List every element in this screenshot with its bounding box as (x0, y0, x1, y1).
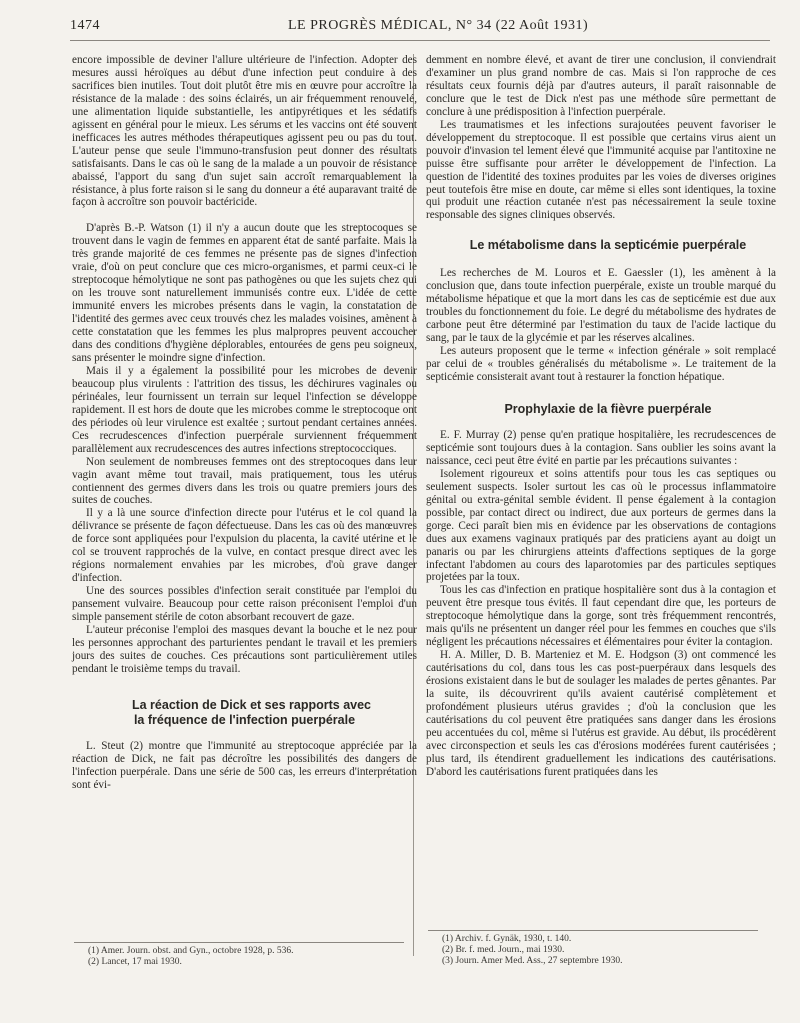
paragraph: Les auteurs proposent que le terme « infection générale » soit remplacé par celui de « troubles généralisés du métabolisme ». Le traitement de la septicémie consisterait avant tout à restaurer la fonction hépatique. (426, 345, 776, 384)
paragraph: Isolement rigoureux et soins attentifs pour tous les cas septiques ou seulement suspects. Isoler surtout les cas où le processus inflammatoire génital ou extra-génital semble évident. Il pense également à la contagion possible, par contact direct ou indirect, due aux porteurs de germes dans la gorge. Ceci paraît bien mis en évidence par les observations de contagions dues aux examens vaginaux pratiqués par des praticiens ayant au doigt un panaris ou par les chirurgiens atteints d'affections septiques de la gorge infectant l'abdomen au cours des laparotomies par des particules septiques projetées par la toux. (426, 467, 776, 584)
section-title-dick (72, 698, 417, 728)
left-column (72, 54, 417, 792)
footnote: (2) Br. f. med. Journ., mai 1930. (442, 945, 565, 955)
left-footnotes (74, 942, 404, 968)
paragraph: Non seulement de nombreuses femmes ont des streptocoques dans leur vagin avant même tout travail, mais pratiquement, tous les utérus contiennent des germes divers dans les trois ou quatre premiers jours des suites de couches. (72, 455, 417, 507)
right-footnotes (428, 930, 758, 967)
section-title-metabolisme: Le métabolisme dans la septicémie puerpérale (469, 238, 747, 253)
paragraph: L. Steut (2) montre que l'immunité au streptocoque appréciée par la réaction de Dick, ne fait pas décroître les possibilités des dangers de l'infection puerpérale. Dans une série de 500 cas, les erreurs d'interprétation sont évi- (72, 739, 417, 791)
paragraph: encore impossible de deviner l'allure ultérieure de l'infection. Adopter des mesures aussi héroïques au début d'une infection peut conduire à des sacrifices bien inutiles. Tout doit plutôt être mis en œuvre pour accroître la résistance de la malade : des soins éclairés, un air fréquemment renouvelé, une alimentation liquide substantielle, les antipyrétiques et les sédatifs agissent en général pour le mieux. Les sérums et les vaccins ont été souvent inefficaces les autres méthodes thérapeutiques agissent peu ou pas du tout. L'auteur pense que seule l'immuno-transfusion peut donner des résultats satisfaisants. Dans le cas où le sang de la malade a un pouvoir de résistance abaissé, l'apport du sang d'un sujet sain accroît remarquablement la résistance, à plus forte raison si le sang du donneur a été auparavant traité de façon à accroître son pouvoir bactéricide. (72, 54, 417, 209)
page-number: 1474 (70, 18, 100, 33)
journal-title: LE PROGRÈS MÉDICAL, N° 34 (22 Août 1931) (288, 18, 589, 33)
paragraph: Une des sources possibles d'infection serait constituée par l'emploi du pansement vulvaire. Beaucoup pour cette raison préconisent l'emploi d'un simple pansement stérile de coton absorbant recouvert de gaze. (72, 585, 417, 624)
footnote: (2) Lancet, 17 mai 1930. (88, 957, 182, 967)
paragraph: L'auteur préconise l'emploi des masques devant la bouche et le nez pour les personnes approchant des parturientes pendant le travail et les premiers jours des suites de couches. Ces précautions sont particulièrement utiles pendant le troisième temps du travail. (72, 623, 417, 675)
paragraph: Mais il y a également la possibilité pour les microbes de devenir beaucoup plus virulents : l'attrition des tissus, les déchirures vaginales ou périnéales, leur fournissent un terrain sur lequel l'infection se développe rapidement. Il est hors de doute que les microbes comme le streptocoque ont des périodes où leur virulence est exaltée ; surtout pendant certaines années. Ces recrudescences d'infection puerpérale surviennent fréquemment parallèlement aux recrudescences des autres infections streptococciques. (72, 364, 417, 455)
section-title-prophylaxie: Prophylaxie de la fièvre puerpérale (504, 401, 712, 416)
footnote: (3) Journ. Amer Med. Ass., 27 septembre 1930. (442, 956, 623, 966)
paragraph: E. F. Murray (2) pense qu'en pratique hospitalière, les recrudescences de septicémie sont toujours dues à la contagion. Sans oublier les soins avant la naissance, ceci peut être évité en partie par les précautions suivantes : (426, 428, 776, 467)
paragraph: Tous les cas d'infection en pratique hospitalière sont dus à la contagion et peuvent être presque tous évités. Il faut cependant dire que, les porteurs de streptocoque hémolytique dans la gorge, sont très fréquemment rencontrés, mais qu'ils ne présentent un danger réel pour les femmes en couches que s'ils négligent les précautions nécessaires et élémentaires pour éviter la contagion. (426, 584, 776, 649)
footnote: (1) Archiv. f. Gynäk, 1930, t. 140. (442, 934, 572, 944)
page-header (70, 16, 770, 41)
right-column (426, 54, 776, 779)
footnote: (1) Amer. Journ. obst. and Gyn., octobre 1928, p. 536. (88, 946, 294, 956)
paragraph: H. A. Miller, D. B. Marteniez et M. E. Hodgson (3) ont commencé les cautérisations du col, dans tous les cas post-puerpéraux dans lesquels des érosions existaient dans le but de soulager les malades de pertes gênantes. Par la suite, ils découvrirent qu'ils avaient cautérisé complètement et profondément plusieurs utérus gravides ; d'où la conclusion que les cautérisations du col peuvent être pratiquées sans danger dans les érosions peu accentuées du col, même si l'utérus est gravide. Au début, ils procédèrent avec circonspection et seuls les cas d'érosions modérées furent cautérisées ; plus tard, ils étendirent graduellement les indications des cautérisations. D'abord les cautérisations furent pratiquées dans les (426, 649, 776, 778)
paragraph: Les traumatismes et les infections surajoutées peuvent favoriser le développement du streptocoque. Il est possible que certains virus aient un pouvoir d'invasion tel lement élevé que l'immunité acquise par l'antitoxine ne puisse être suffisante pour arrêter le développement de l'infection. La question de l'identité des toxines produites par les voies de diverses origines peut toutefois être mise en doute, car même si elles sont identiques, la toxine qui produit une réaction cutanée n'est pas nécessairement la seule toxine responsable des signes cliniques observés. (426, 118, 776, 222)
paragraph: Il y a là une source d'infection directe pour l'utérus et le col quand la délivrance se présente de façon défectueuse. Dans les cas où des manœuvres de force sont appliquées pour l'expulsion du placenta, la cavité utérine et le col se trouvent rapprochés de la vulve, en contact presque direct avec les régions normalement envahies par les microbes, d'où grave danger d'infection. (72, 507, 417, 585)
paragraph: Les recherches de M. Louros et E. Gaessler (1), les amènent à la conclusion que, dans toute infection puerpérale, existe un trouble marqué du métabolisme hépatique et que la mort dans les cas de septicémie est due aux troubles du fonctionnement du foie. Le degré du métabolisme des hydrates de carbone peut être déterminé par l'estimation du taux de l'acide lactique du sang, par le taux de la glycémie et par les réserves alcalines. (426, 267, 776, 345)
section-title-line: La réaction de Dick et ses rapports avec (132, 697, 371, 712)
paragraph: D'après B.-P. Watson (1) il n'y a aucun doute que les streptocoques se trouvent dans le vagin de femmes en apparent état de santé parfaite. Mais la très grande majorité de ces femmes ne présente pas de signes d'infection vraie, d'où on peut conclure que ces micro-organismes, et parmi ceux-ci le streptocoque hémolytique ne sont pas pathogènes ou que les sujets chez qui on les trouve sont naturellement immunisés contre eux. L'idée de cette immunité envers les microbes présents dans le vagin, la constatation de l'identité des germes avec ceux trouvés chez les malades voisines, amènent à cette constatation que les femmes les plus malpropres peuvent accoucher dans des conditions d'hygiène déplorables, entourées de gens peu soigneux, sans présenter le moindre signe d'infection. (72, 222, 417, 364)
paragraph: demment en nombre élevé, et avant de tirer une conclusion, il conviendrait d'examiner un plus grand nombre de cas. Mais si l'on rapproche de ces résultats ceux fournis déjà par d'autres auteurs, il paraît raisonnable de conclure que le test de Dick n'est pas une méthode sûre permettant de conclure à une prédisposition à l'infection puerpérale. (426, 54, 776, 118)
section-title-line: la fréquence de l'infection puerpérale (133, 712, 356, 727)
